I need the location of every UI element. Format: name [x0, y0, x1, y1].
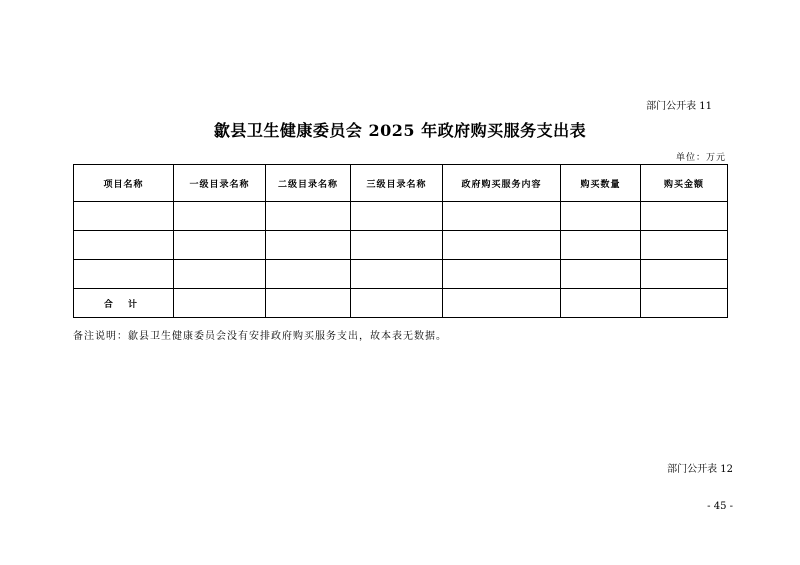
table-cell: [351, 231, 443, 260]
table-header-row: [74, 165, 728, 202]
expenditure-table: [73, 164, 728, 318]
table-cell: [174, 202, 266, 231]
table-cell: [443, 260, 561, 289]
note-text: 备注说明：歙县卫生健康委员会没有安排政府购买服务支出，故本表无数据。: [73, 331, 447, 342]
table-cell: [74, 231, 174, 260]
total-label: 合 计: [74, 289, 174, 318]
total-row: [74, 289, 728, 318]
table-cell: [561, 260, 641, 289]
table-cell: [266, 231, 351, 260]
table-cell: [174, 231, 266, 260]
table-cell: [351, 260, 443, 289]
table-cell: [641, 202, 728, 231]
table-row: [74, 231, 728, 260]
header-quantity: 购买数量: [561, 165, 641, 202]
table-cell: [443, 289, 561, 318]
table-cell: [74, 260, 174, 289]
table-row: [74, 260, 728, 289]
table-row: [74, 202, 728, 231]
table-label-bottom: 部门公开表 12: [667, 464, 733, 475]
header-service-content: 政府购买服务内容: [443, 165, 561, 202]
page-title: 歙县卫生健康委员会 2025 年政府购买服务支出表: [213, 121, 587, 140]
table-cell: [641, 289, 728, 318]
table-cell: [561, 202, 641, 231]
table-label-top: 部门公开表 11: [646, 101, 712, 112]
table-cell: [266, 202, 351, 231]
unit-label: 单位：万元: [675, 153, 726, 163]
header-project-name: 项目名称: [74, 165, 174, 202]
header-level3-category: 三级目录名称: [351, 165, 443, 202]
table-cell: [443, 202, 561, 231]
table-cell: [641, 231, 728, 260]
table-cell: [641, 260, 728, 289]
table-cell: [266, 260, 351, 289]
table-cell: [74, 202, 174, 231]
table-cell: [351, 202, 443, 231]
table-cell: [174, 260, 266, 289]
table-cell: [561, 289, 641, 318]
header-level1-category: 一级目录名称: [174, 165, 266, 202]
table-cell: [351, 289, 443, 318]
page-number: - 45 -: [707, 501, 733, 512]
table-cell: [443, 231, 561, 260]
table-cell: [561, 231, 641, 260]
header-amount: 购买金额: [641, 165, 728, 202]
table-cell: [266, 289, 351, 318]
header-level2-category: 二级目录名称: [266, 165, 351, 202]
table-cell: [174, 289, 266, 318]
